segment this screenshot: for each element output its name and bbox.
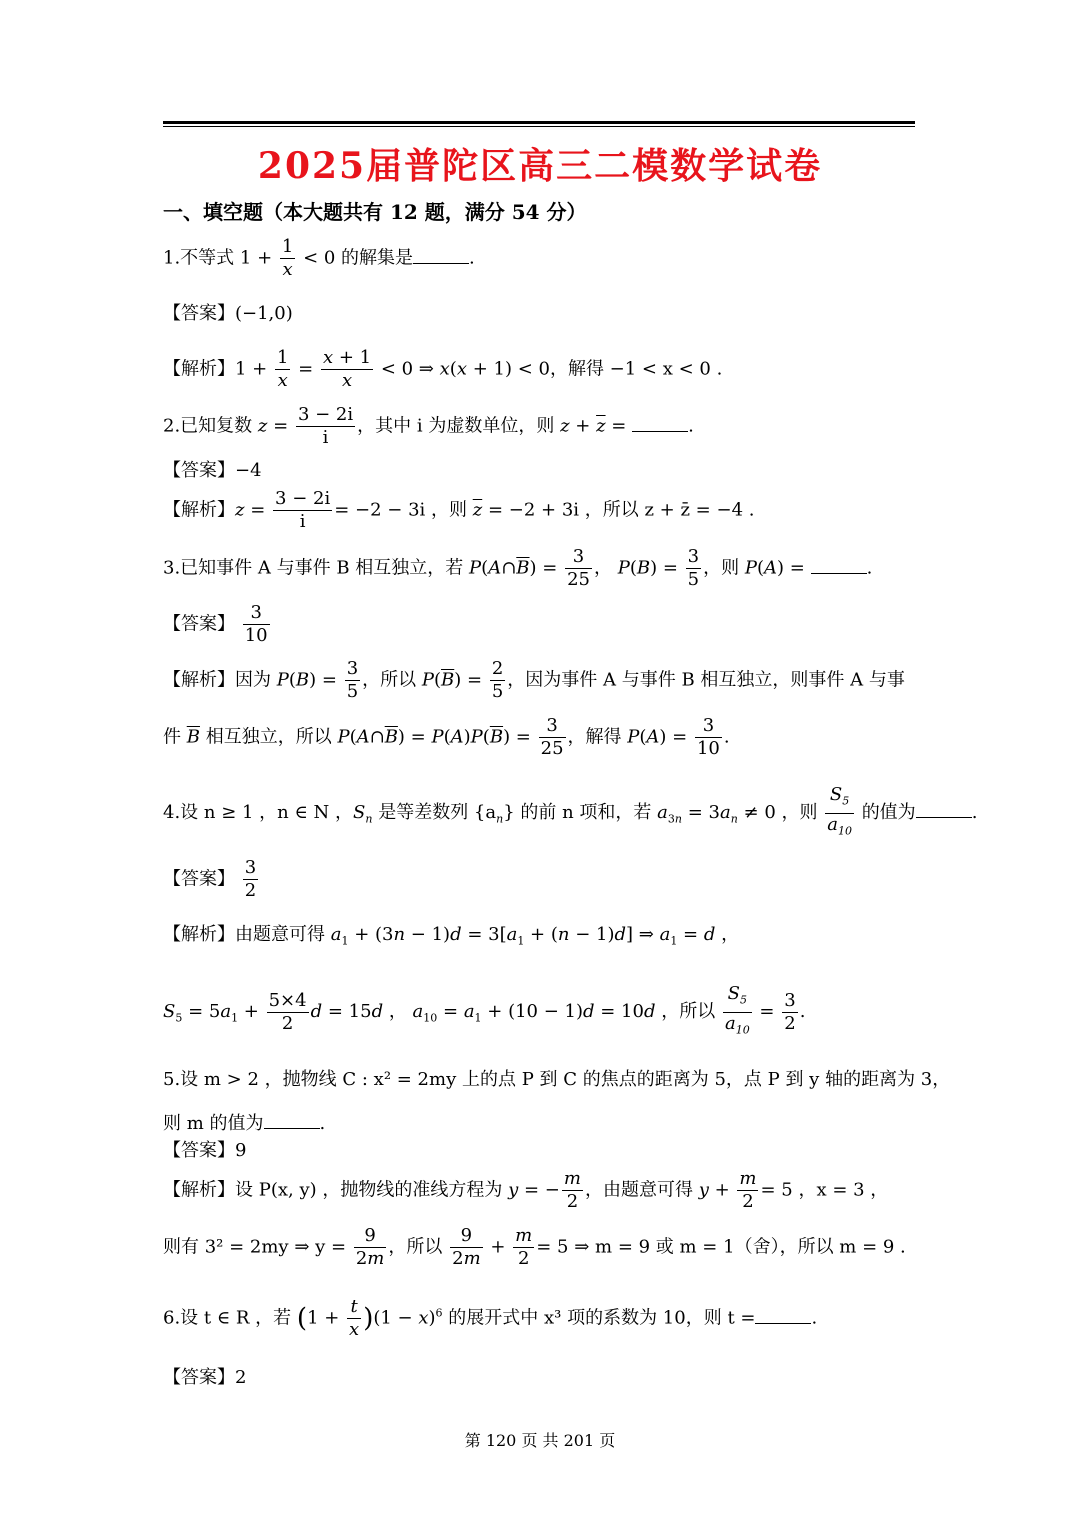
question-1: 1.不等式 1 + $\frac{1}{x}$ < 0 的解集是 . xyxy=(163,236,475,280)
header-rule-thick xyxy=(163,121,915,124)
analysis-1: 【解析】1 + $\frac{1}{x}$ = $\frac{x + 1}{x}$ < 0 ⇒ x(x + 1) < 0，解得 −1 < x < 0 . xyxy=(163,347,723,391)
page-footer: 第 120 页 共 201 页 xyxy=(464,1431,616,1450)
answer-1: 【答案】(−1,0) xyxy=(163,303,293,324)
analysis-3: 【解析】因为 P(B) = $\frac{3}{5}$ ，所以 $P(\overline{B})$ = $\frac{2}{5}$ ，因为事件 A 与事件 B 相互独立，则事件 A 与事 xyxy=(163,658,905,702)
answer-4: 【答案】 $\frac{3}{2}$ xyxy=(163,857,257,901)
answer-6: 【答案】2 xyxy=(163,1367,247,1388)
question-6: 6.设 t ∈ R ，若 (1 + $\frac{t}{x}$ )$(1 - x)^6$ 的展开式中 x³ 项的系数为 10，则 t = . xyxy=(163,1296,818,1340)
header-rule-thin xyxy=(163,126,915,127)
question-4: 4.设 n ≥ 1 ，n ∈ N ，$S_n$ 是等差数列 $\{a_n\}$ 的前 n 项和，若 $a_{3n} = 3a_n \ne 0$ ，则 $\frac{S_5}{a_{10}}$ 的值为 . xyxy=(163,784,978,838)
page-title: 2025届普陀区高三二模数学试卷 xyxy=(257,145,823,187)
question-2: 2.已知复数 z = $\frac{3 - 2i}{i}$ ，其中 i 为虚数单位，则 $z + \overline{z}$ = . xyxy=(163,404,694,448)
analysis-3-cont: 件 $\overline{B}$ 相互独立，所以 $P(A\cap\overline{B}) = P(A)P(\overline{B})$ = $\frac{3}{25}$ ，解得 P(A) = $\frac{3}{10}$ . xyxy=(163,715,730,759)
answer-5: 【答案】9 xyxy=(163,1140,247,1161)
analysis-2: 【解析】z = $\frac{3 - 2i}{i}$ = −2 − 3i ，则 $\overline{z} = -2 + 3i$ ，所以 z + z̄ = −4 . xyxy=(163,488,755,532)
question-5: 5.设 m > 2 ，抛物线 C : x² = 2my 上的点 P 到 C 的焦点的距离为 5，点 P 到 y 轴的距离为 3， xyxy=(163,1069,951,1090)
analysis-4-cont: $S_5 = 5a_1$ + $\frac{5\times 4}{2}$ d = 15d ， $a_{10} = a_1 + (10 - 1)d = 10d$ ，所以 $\frac{S_5}{a_{10}}$ = $\frac{3}{2}$ . xyxy=(163,983,806,1037)
section-heading: 一、填空题（本大题共有 12 题，满分 54 分） xyxy=(163,200,587,224)
answer-2: 【答案】−4 xyxy=(163,460,262,481)
analysis-5-cont: 则有 3² = 2my ⇒ y = $\frac{9}{2m}$ ，所以 $\frac{9}{2m}$ + $\frac{m}{2}$ = 5 ⇒ m = 9 或 m = 1（舍），所以 m = 9 . xyxy=(163,1225,906,1269)
analysis-5: 【解析】设 P(x, y) ，抛物线的准线方程为 y = − $\frac{m}{2}$ ，由题意可得 y + $\frac{m}{2}$ = 5 ，x = 3 ， xyxy=(163,1168,889,1212)
question-3: 3.已知事件 A 与事件 B 相互独立，若 $P(A\cap\overline{B})$ = $\frac{3}{25}$ ， P(B) = $\frac{3}{5}$ ，则 P(A) = . xyxy=(163,546,873,590)
analysis-4: 【解析】由题意可得 $a_1 + (3n - 1)d = 3[a_1 + (n - 1)d]$ ⇒ $a_1 = d$ ， xyxy=(163,924,740,948)
answer-3: 【答案】 $\frac{3}{10}$ xyxy=(163,602,268,646)
question-5-cont: 则 m 的值为 . xyxy=(163,1110,325,1137)
